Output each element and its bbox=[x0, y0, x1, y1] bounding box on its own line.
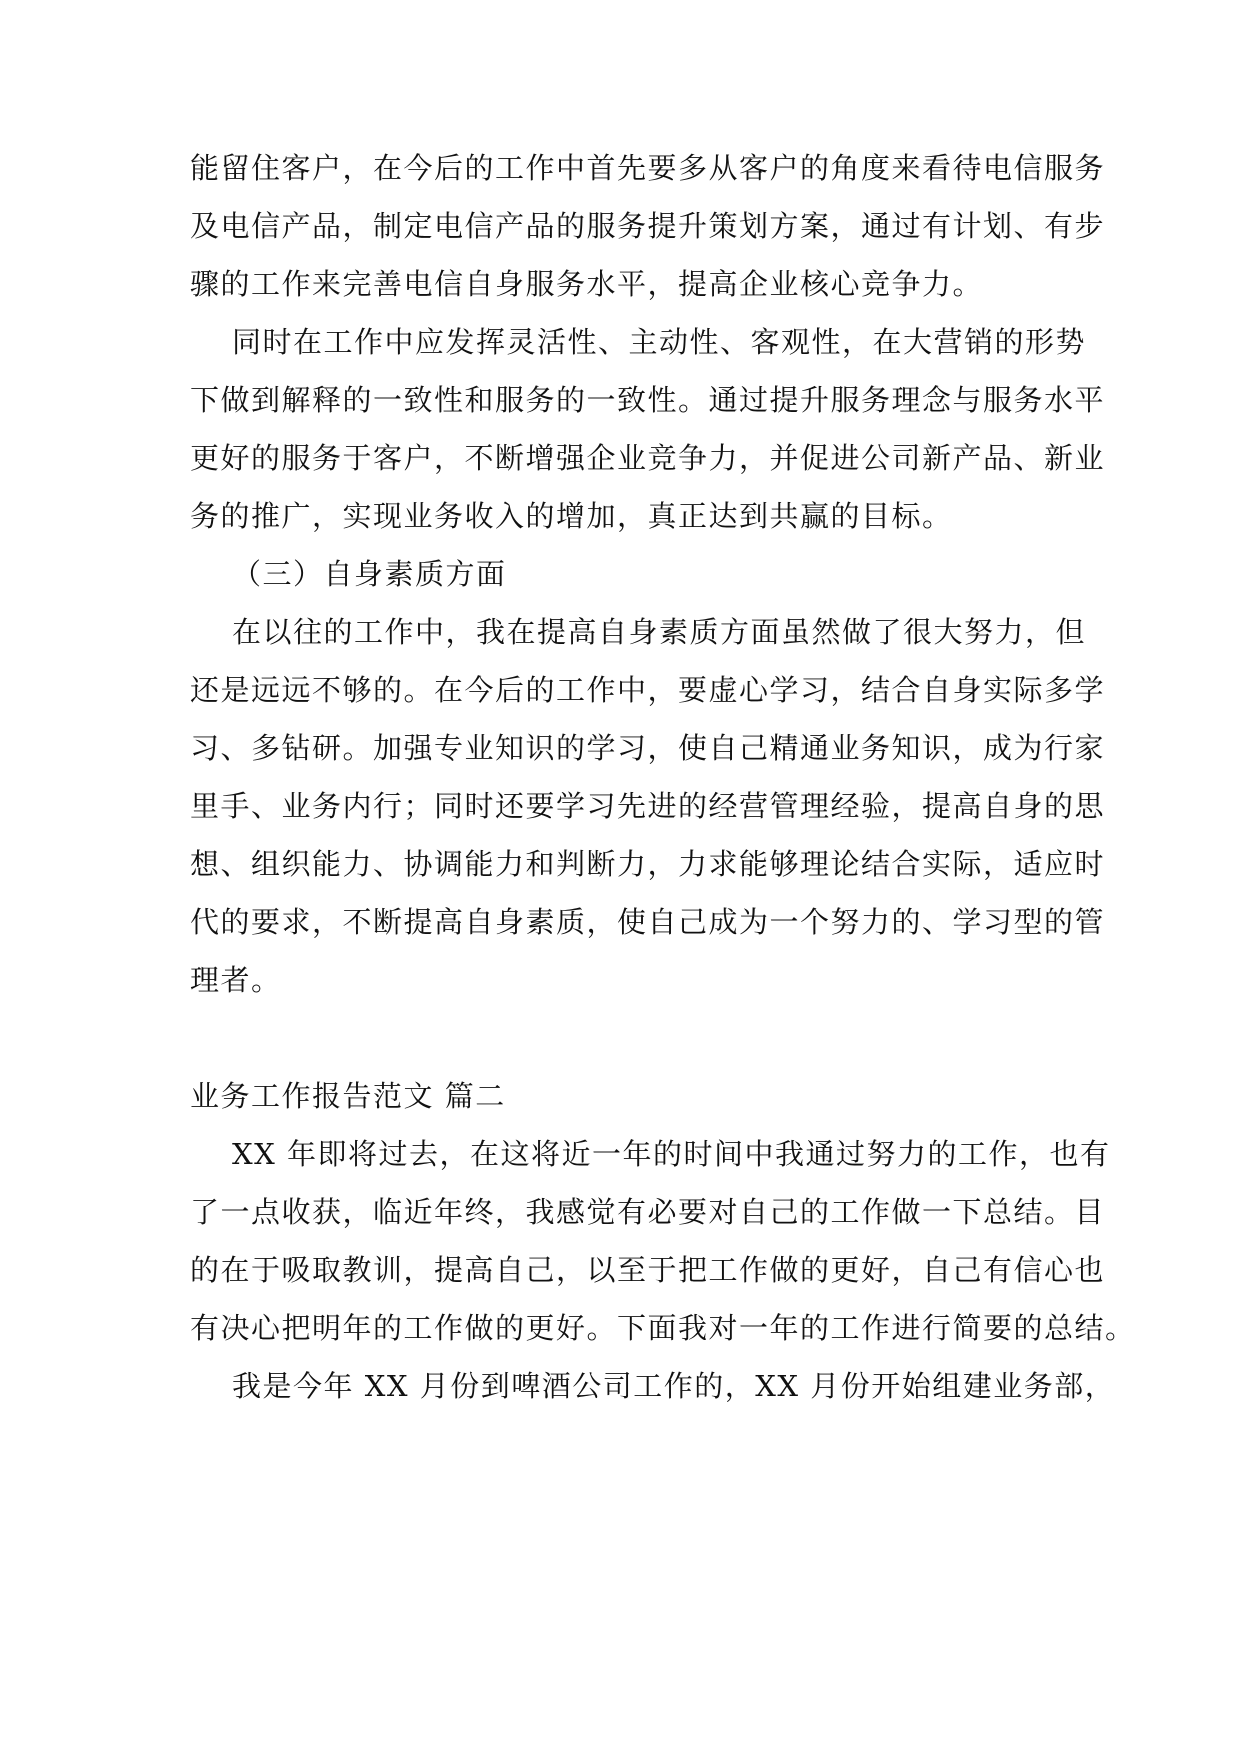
paragraph-line: 里手、业务内行；同时还要学习先进的经营管理经验，提高自身的思 bbox=[190, 789, 1106, 823]
paragraph-line: 还是远远不够的。在今后的工作中，要虚心学习，结合自身实际多学 bbox=[190, 673, 1106, 707]
paragraph-line: 我是今年 XX 月份到啤酒公司工作的，XX 月份开始组建业务部， bbox=[232, 1369, 1116, 1403]
paragraph-line: 的在于吸取教训，提高自己，以至于把工作做的更好，自己有信心也 bbox=[190, 1253, 1106, 1287]
paragraph-line: XX 年即将过去，在这将近一年的时间中我通过努力的工作，也有 bbox=[232, 1137, 1111, 1171]
article-title: 业务工作报告范文 篇二 bbox=[190, 1079, 506, 1113]
paragraph-line: 骤的工作来完善电信自身服务水平，提高企业核心竞争力。 bbox=[190, 267, 984, 301]
paragraph-line: 同时在工作中应发挥灵活性、主动性、客观性，在大营销的形势 bbox=[232, 325, 1087, 359]
section-heading: （三）自身素质方面 bbox=[232, 557, 507, 591]
paragraph-line: 更好的服务于客户，不断增强企业竞争力，并促进公司新产品、新业 bbox=[190, 441, 1106, 475]
paragraph-line: 想、组织能力、协调能力和判断力，力求能够理论结合实际，适应时 bbox=[190, 847, 1106, 881]
paragraph-line: 有决心把明年的工作做的更好。下面我对一年的工作进行简要的总结。 bbox=[190, 1311, 1136, 1345]
paragraph-line: 务的推广，实现业务收入的增加，真正达到共赢的目标。 bbox=[190, 499, 953, 533]
paragraph-line: 下做到解释的一致性和服务的一致性。通过提升服务理念与服务水平 bbox=[190, 383, 1106, 417]
paragraph-line: 及电信产品，制定电信产品的服务提升策划方案，通过有计划、有步 bbox=[190, 209, 1106, 243]
paragraph-line: 理者。 bbox=[190, 963, 282, 997]
paragraph-line: 代的要求，不断提高自身素质，使自己成为一个努力的、学习型的管 bbox=[190, 905, 1106, 939]
paragraph-line: 了一点收获，临近年终，我感觉有必要对自己的工作做一下总结。目 bbox=[190, 1195, 1106, 1229]
paragraph-line: 习、多钻研。加强专业知识的学习，使自己精通业务知识，成为行家 bbox=[190, 731, 1106, 765]
paragraph-line: 能留住客户，在今后的工作中首先要多从客户的角度来看待电信服务 bbox=[190, 151, 1106, 185]
paragraph-line: 在以往的工作中，我在提高自身素质方面虽然做了很大努力，但 bbox=[232, 615, 1087, 649]
